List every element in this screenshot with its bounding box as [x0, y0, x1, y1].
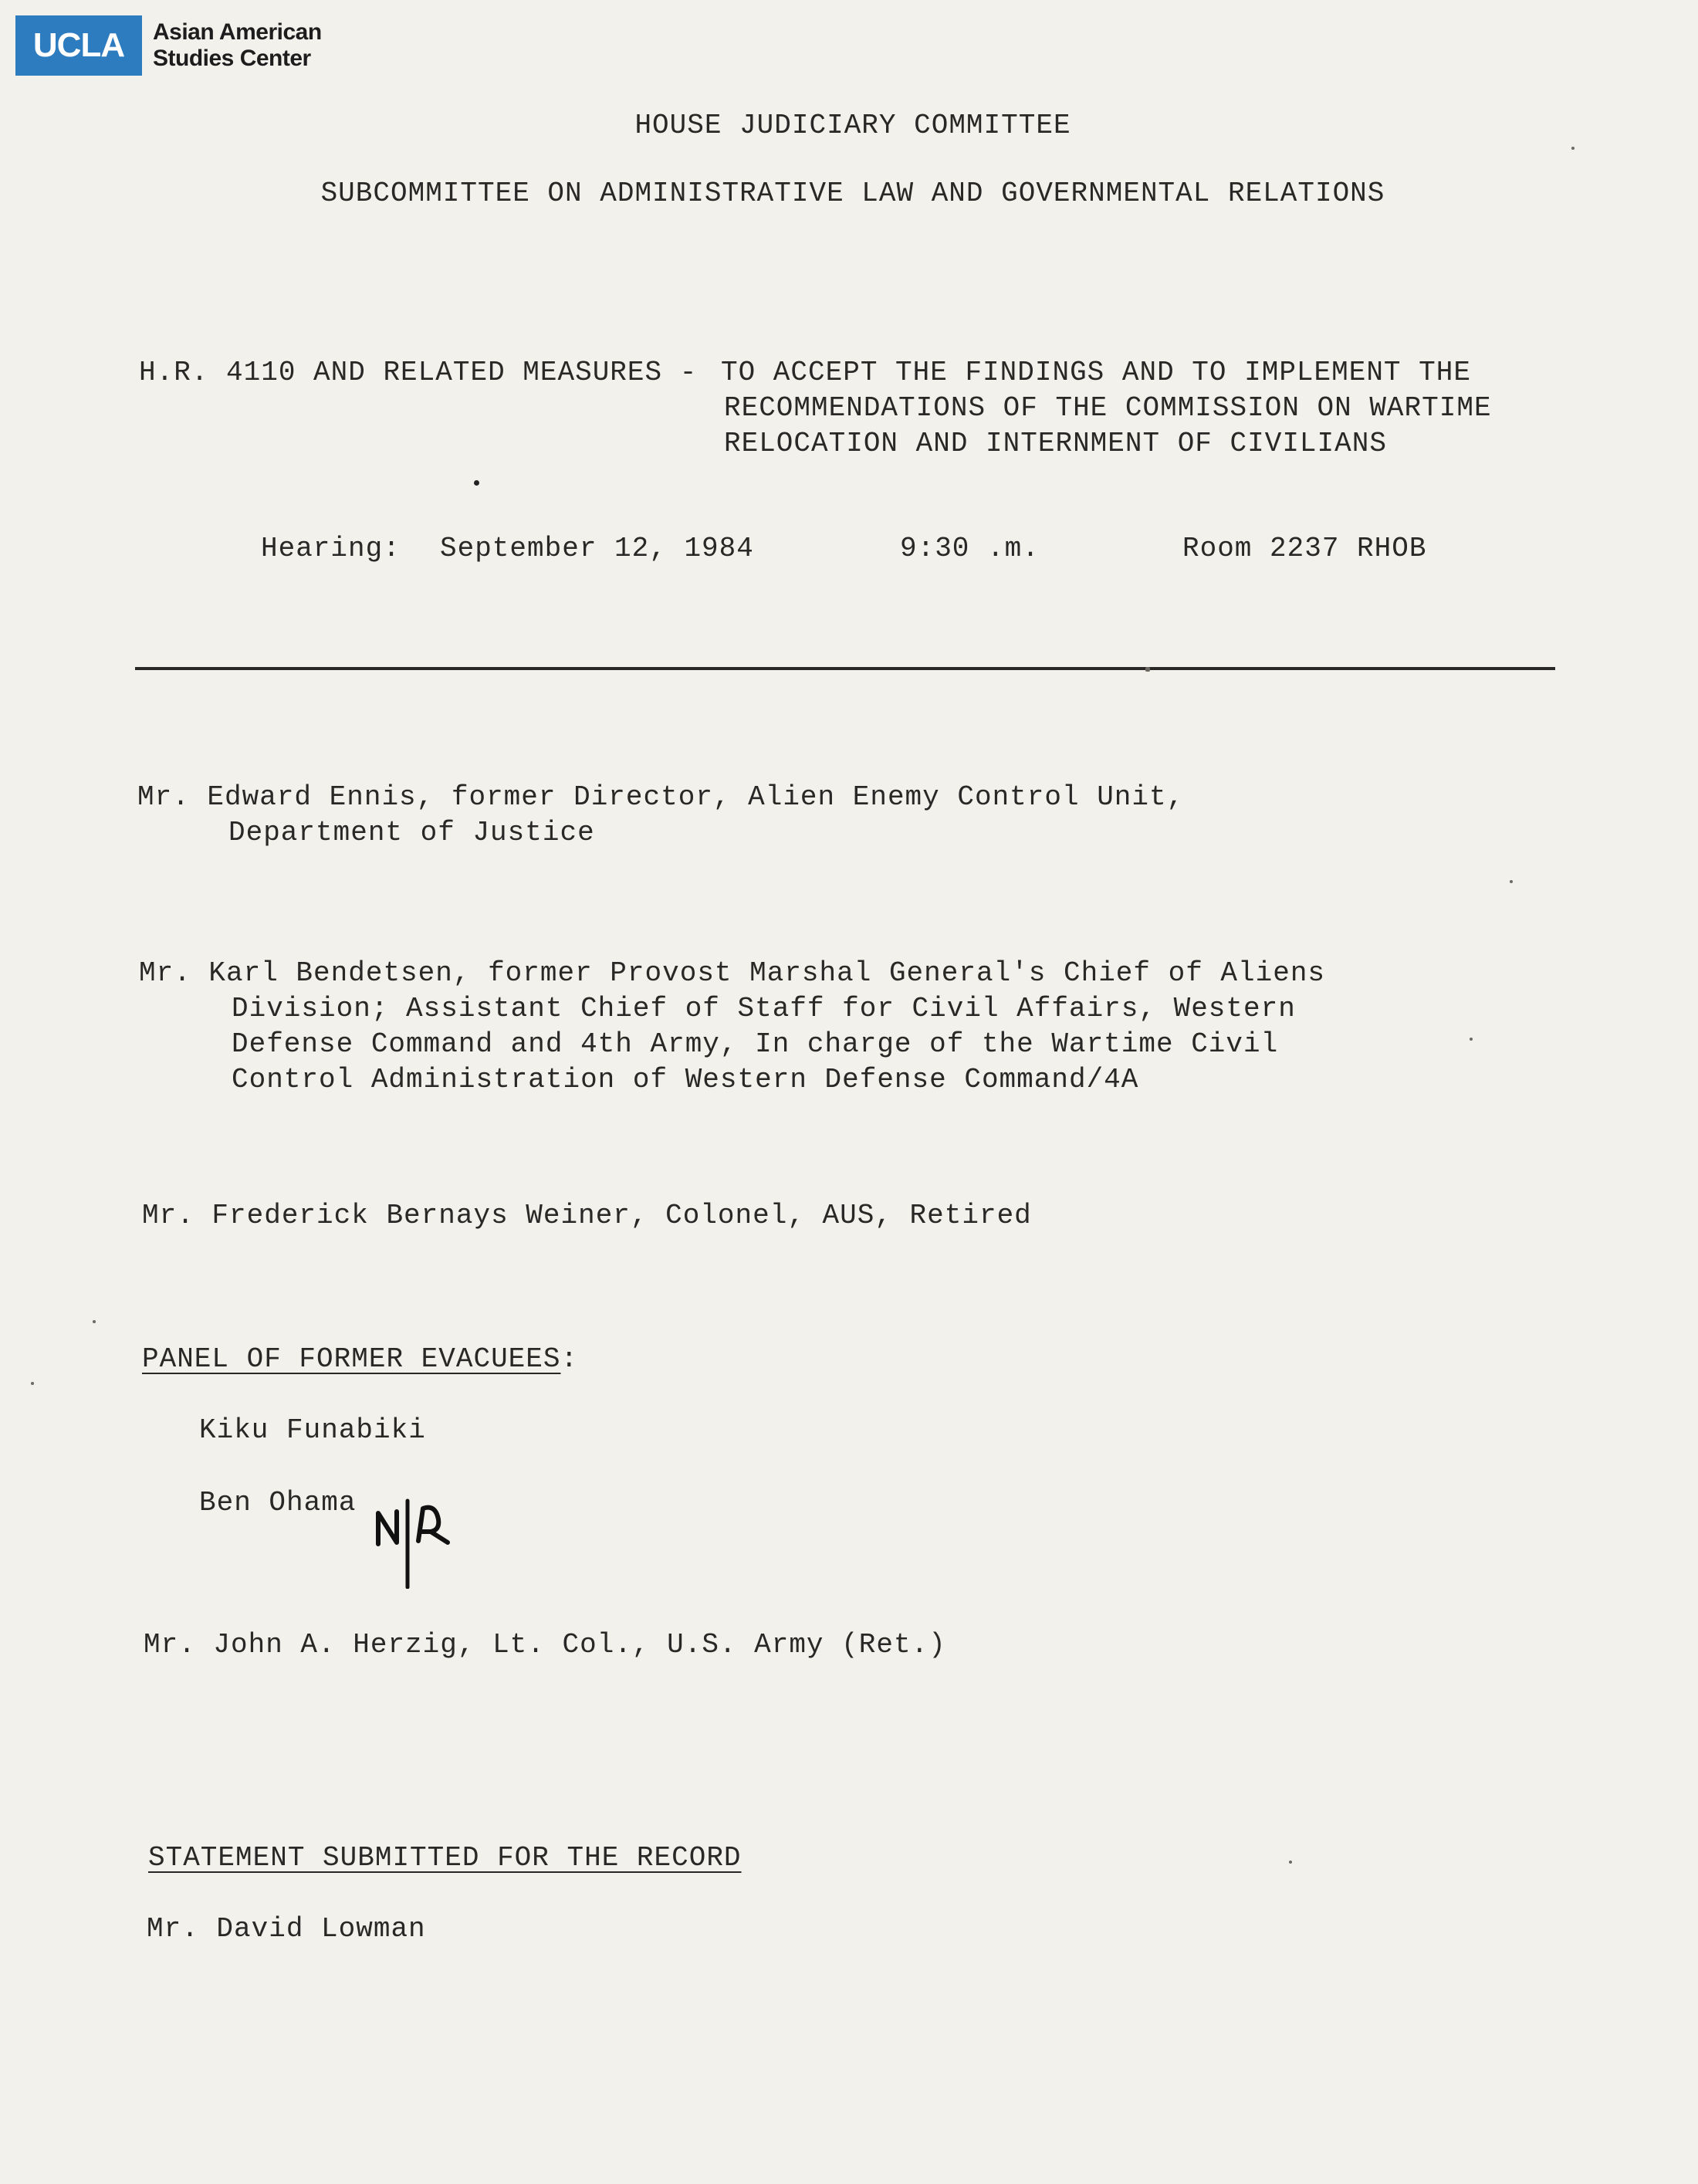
- hearing-date: September 12, 1984: [440, 533, 754, 564]
- ucla-logo-mark: UCLA: [15, 15, 142, 76]
- bill-purpose-line-1: TO ACCEPT THE FINDINGS AND TO IMPLEMENT THE: [721, 357, 1471, 388]
- bill-purpose-line-2: RECOMMENDATIONS OF THE COMMISSION ON WARTIME: [724, 392, 1492, 424]
- subcommittee-title: SUBCOMMITTEE ON ADMINISTRATIVE LAW AND GOVERNMENTAL RELATIONS: [320, 178, 1385, 209]
- bill-purpose-line-3: RELOCATION AND INTERNMENT OF CIVILIANS: [724, 428, 1387, 459]
- ink-speck: [1571, 147, 1575, 150]
- panel-heading-text: PANEL OF FORMER EVACUEES: [142, 1343, 561, 1375]
- panel-heading: [142, 1342, 578, 1377]
- ink-speck: [1289, 1861, 1292, 1864]
- witness-weiner: Mr. Frederick Bernays Weiner, Colonel, AUS, Retired: [142, 1200, 1032, 1231]
- ink-speck: [1510, 880, 1513, 883]
- logo-line-2: Studies Center: [153, 46, 311, 71]
- logo-caption: [153, 19, 322, 72]
- panel-heading-colon: :: [560, 1343, 579, 1375]
- witness-herzig: Mr. John A. Herzig, Lt. Col., U.S. Army (Ret.): [144, 1629, 946, 1661]
- witness-bendetsen-line-2: Division; Assistant Chief of Staff for Civil Affairs, Western: [232, 993, 1296, 1024]
- ucla-logo: [15, 15, 322, 76]
- ink-speck: [93, 1320, 96, 1323]
- hearing-label: Hearing:: [261, 533, 401, 564]
- horizontal-rule: [135, 667, 1555, 670]
- witness-ennis-line-1: Mr. Edward Ennis, former Director, Alien Enemy Control Unit,: [137, 781, 1185, 813]
- witness-bendetsen-line-3: Defense Command and 4th Army, In charge of the Wartime Civil: [232, 1028, 1279, 1060]
- statement-name: Mr. David Lowman: [147, 1913, 426, 1945]
- logo-line-1: Asian American: [153, 19, 322, 45]
- statement-heading: STATEMENT SUBMITTED FOR THE RECORD: [148, 1842, 742, 1874]
- ink-speck: [1145, 667, 1150, 672]
- committee-title: HOUSE JUDICIARY COMMITTEE: [634, 110, 1071, 141]
- panel-member-funabiki: Kiku Funabiki: [199, 1414, 426, 1446]
- bill-id: H.R. 4110 AND RELATED MEASURES -: [139, 357, 698, 388]
- handwritten-na-annotation: [374, 1496, 458, 1589]
- witness-bendetsen-line-4: Control Administration of Western Defense Command/4A: [232, 1064, 1139, 1095]
- hearing-room: Room 2237 RHOB: [1182, 533, 1427, 564]
- ink-speck: [31, 1382, 34, 1385]
- panel-member-ohama: Ben Ohama: [199, 1487, 357, 1519]
- ink-speck: [1470, 1038, 1473, 1041]
- ink-speck: [474, 480, 479, 486]
- witness-ennis-line-2: Department of Justice: [228, 817, 595, 848]
- hearing-time: 9:30 .m.: [900, 533, 1040, 564]
- witness-bendetsen-line-1: Mr. Karl Bendetsen, former Provost Marshal General's Chief of Aliens: [139, 957, 1326, 989]
